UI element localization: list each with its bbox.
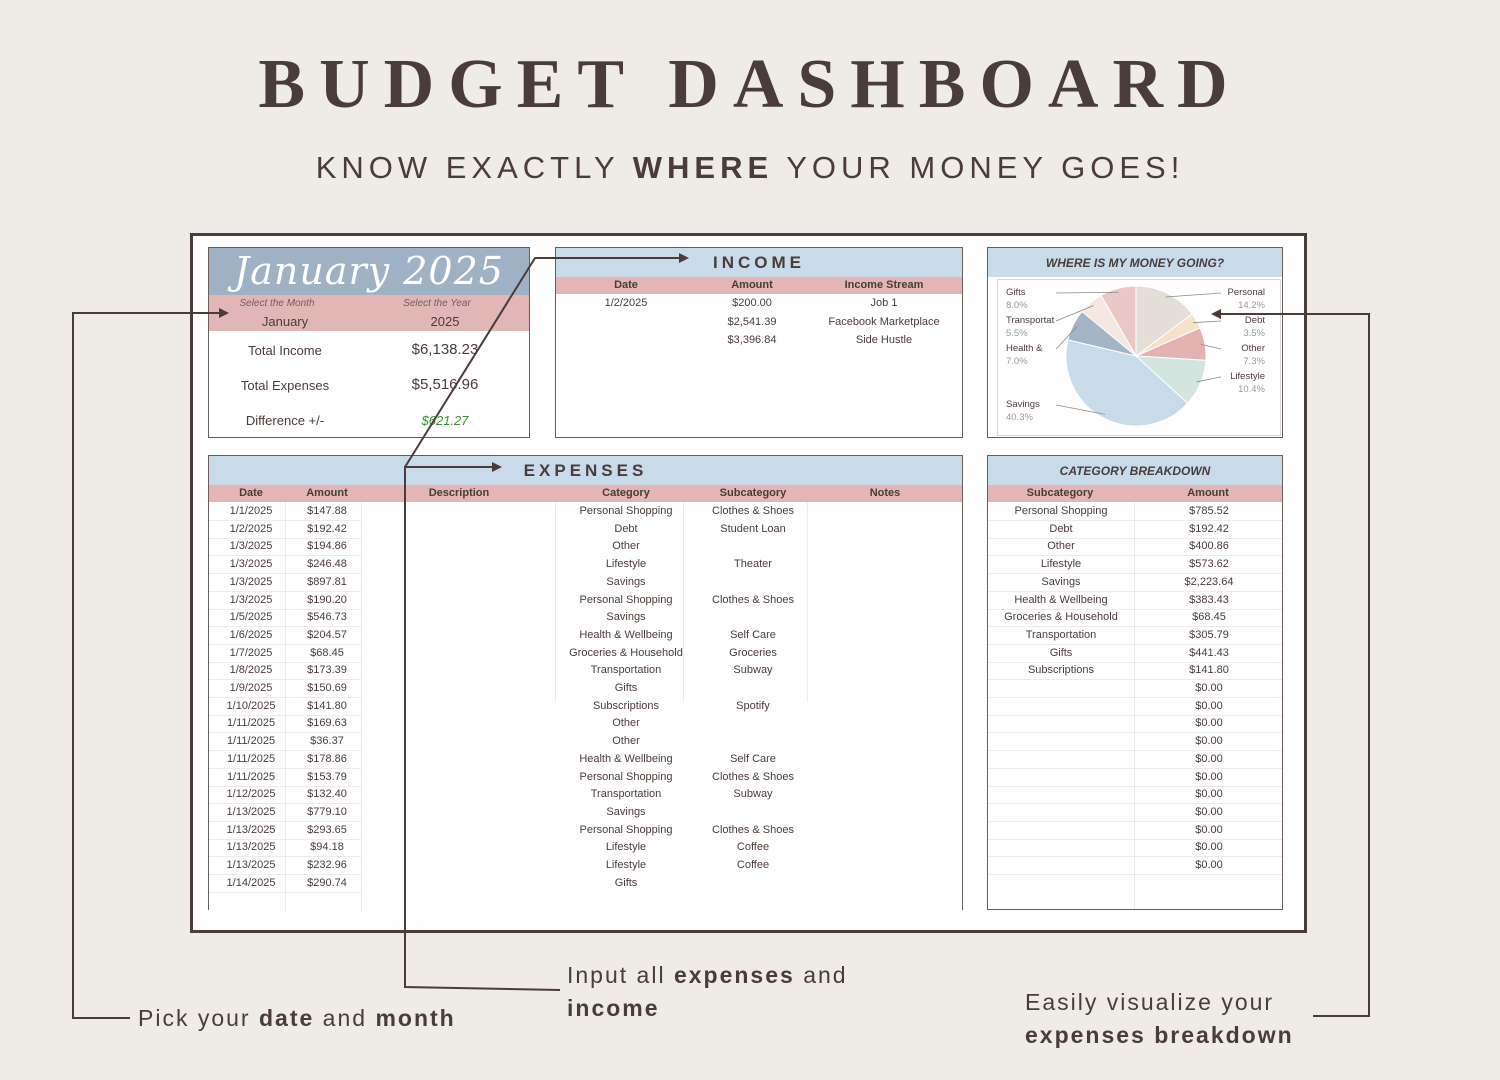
breakdown-amount-cell: $0.00 (1195, 805, 1223, 818)
breakdown-col-amount: Amount (1187, 487, 1229, 499)
expense-date-cell[interactable]: 1/14/2025 (226, 876, 276, 889)
expense-date-cell[interactable]: 1/2/2025 (229, 522, 273, 535)
expense-subcategory-cell[interactable]: Self Care (730, 752, 776, 765)
expense-category-cell[interactable]: Personal Shopping (579, 593, 673, 606)
pie-percent-label: 7.0% (1006, 356, 1028, 367)
expenses-col-notes: Notes (869, 487, 901, 499)
expense-date-cell[interactable]: 1/3/2025 (229, 558, 273, 571)
breakdown-amount-cell: $400.86 (1189, 540, 1229, 553)
pie-percent-label: 10.4% (1238, 384, 1265, 395)
year-dropdown[interactable]: 2025 (430, 314, 460, 329)
income-title: INCOME (713, 253, 805, 272)
month-banner: January 2025 (234, 249, 504, 293)
breakdown-subcategory-cell: Groceries & Household (1004, 611, 1118, 624)
expense-subcategory-cell[interactable]: Subway (733, 788, 773, 801)
pie-label: Lifestyle (1230, 371, 1265, 382)
expense-date-cell[interactable]: 1/1/2025 (229, 505, 273, 517)
difference-label: Difference +/- (245, 413, 325, 428)
income-col-amount: Amount (731, 279, 773, 291)
expense-subcategory-cell[interactable]: Groceries (729, 646, 777, 659)
breakdown-amount-cell: $0.00 (1195, 699, 1223, 712)
breakdown-amount-cell: $0.00 (1195, 735, 1223, 748)
expense-subcategory-cell[interactable]: Coffee (736, 859, 770, 871)
expense-date-cell[interactable]: 1/6/2025 (229, 628, 273, 641)
expense-date-cell[interactable]: 1/11/2025 (226, 735, 276, 748)
expense-category-cell[interactable]: Other (612, 540, 640, 553)
expense-amount-cell[interactable]: $293.65 (307, 823, 347, 836)
connector-center-expenses (405, 467, 560, 990)
expenses-col-category: Category (602, 487, 650, 499)
expense-amount-cell[interactable]: $246.48 (307, 558, 347, 571)
expense-category-cell[interactable]: Gifts (614, 876, 638, 889)
pie-label: Debt (1244, 315, 1265, 326)
pie-label: Personal (1227, 287, 1265, 298)
expense-date-cell[interactable]: 1/3/2025 (229, 540, 273, 553)
expense-category-cell[interactable]: Health & Wellbeing (579, 628, 673, 641)
expense-date-cell[interactable]: 1/3/2025 (229, 593, 273, 606)
expense-amount-cell[interactable]: $194.86 (307, 540, 347, 553)
expense-date-cell[interactable]: 1/13/2025 (226, 841, 276, 854)
expense-amount-cell[interactable]: $192.42 (307, 522, 347, 535)
expense-category-cell[interactable]: Lifestyle (605, 558, 647, 571)
breakdown-amount-cell: $0.00 (1195, 841, 1223, 854)
expense-amount-cell[interactable]: $68.45 (310, 646, 344, 659)
expense-category-cell[interactable]: Other (612, 735, 640, 748)
income-amount-cell[interactable]: $200.00 (732, 297, 772, 309)
total-income-value: $6,138.23 (411, 341, 479, 358)
breakdown-amount-cell: $2,223.64 (1184, 575, 1234, 588)
income-stream-cell[interactable]: Facebook Marketplace (828, 315, 940, 328)
expenses-col-subcategory: Subcategory (719, 487, 787, 499)
breakdown-subcategory-cell: Savings (1041, 575, 1081, 588)
expense-amount-cell[interactable]: $153.79 (307, 770, 347, 783)
expense-subcategory-cell[interactable]: Theater (734, 558, 772, 571)
expense-date-cell[interactable]: 1/11/2025 (226, 752, 276, 765)
expense-subcategory-cell[interactable]: Subway (733, 664, 773, 677)
page-subtitle: KNOW EXACTLY WHERE YOUR MONEY GOES! (315, 150, 1185, 185)
income-col-date: Date (614, 279, 638, 291)
connector-center-income (405, 258, 687, 467)
breakdown-title: CATEGORY BREAKDOWN (1059, 464, 1211, 478)
expense-category-cell[interactable]: Transportation (590, 664, 662, 677)
breakdown-amount-cell: $192.42 (1189, 522, 1229, 535)
breakdown-subcategory-cell: Health & Wellbeing (1014, 593, 1108, 606)
expense-subcategory-cell[interactable]: Coffee (736, 841, 770, 854)
expense-date-cell[interactable]: 1/13/2025 (226, 805, 276, 818)
expense-date-cell[interactable]: 1/13/2025 (226, 823, 276, 836)
breakdown-amount-cell: $0.00 (1195, 823, 1223, 836)
income-amount-cell[interactable]: $3,396.84 (727, 334, 777, 346)
pie-percent-label: 3.5% (1243, 328, 1265, 339)
expense-category-cell[interactable]: Subscriptions (592, 699, 660, 712)
total-income-label: Total Income (248, 343, 322, 358)
income-col-stream: Income Stream (844, 279, 924, 291)
expense-amount-cell[interactable]: $779.10 (307, 805, 347, 818)
income-stream-cell[interactable]: Job 1 (870, 297, 898, 309)
breakdown-subcategory-cell: Transportation (1025, 628, 1097, 641)
expense-amount-cell[interactable]: $169.63 (307, 717, 347, 730)
total-expenses-value: $5,516.96 (411, 376, 479, 393)
breakdown-subcategory-cell: Personal Shopping (1014, 505, 1108, 517)
pie-label: Transportat (1006, 315, 1055, 326)
breakdown-subcategory-cell: Gifts (1049, 646, 1073, 659)
expense-date-cell[interactable]: 1/11/2025 (226, 717, 276, 730)
expense-subcategory-cell[interactable]: Clothes & Shoes (712, 505, 794, 517)
pie-label: Other (1241, 343, 1265, 354)
expense-date-cell[interactable]: 1/11/2025 (226, 770, 276, 783)
expense-date-cell[interactable]: 1/5/2025 (229, 611, 273, 624)
expense-amount-cell[interactable]: $94.18 (310, 841, 344, 854)
expense-subcategory-cell[interactable]: Clothes & Shoes (712, 770, 794, 783)
expense-category-cell[interactable]: Gifts (614, 682, 638, 694)
breakdown-amount-cell: $573.62 (1189, 558, 1229, 571)
chart-title: WHERE IS MY MONEY GOING? (1045, 256, 1225, 270)
expense-category-cell[interactable]: Lifestyle (605, 841, 647, 854)
expense-amount-cell[interactable]: $132.40 (307, 788, 347, 801)
breakdown-subcategory-cell: Lifestyle (1040, 558, 1082, 571)
expense-date-cell[interactable]: 1/7/2025 (229, 646, 273, 659)
expenses-col-date: Date (239, 487, 263, 499)
expense-subcategory-cell[interactable]: Clothes & Shoes (712, 593, 794, 606)
pie-label: Savings (1006, 399, 1040, 410)
expense-category-cell[interactable]: Transportation (590, 788, 662, 801)
breakdown-col-subcategory: Subcategory (1026, 487, 1094, 499)
pie-percent-label: 14.2% (1238, 300, 1265, 311)
breakdown-amount-cell: $0.00 (1195, 682, 1223, 694)
expense-subcategory-cell[interactable]: Student Loan (720, 522, 786, 535)
expense-category-cell[interactable]: Personal Shopping (579, 823, 673, 836)
pie-label: Gifts (1006, 287, 1026, 298)
expense-date-cell[interactable]: 1/13/2025 (226, 859, 276, 871)
breakdown-amount-cell: $305.79 (1189, 628, 1229, 641)
expense-amount-cell[interactable]: $290.74 (307, 876, 347, 889)
expense-category-cell[interactable]: Other (612, 717, 640, 730)
breakdown-amount-cell: $141.80 (1189, 664, 1229, 677)
expense-amount-cell[interactable]: $232.96 (307, 859, 347, 871)
expense-category-cell[interactable]: Debt (614, 522, 638, 535)
expense-category-cell[interactable]: Savings (606, 805, 646, 818)
breakdown-amount-cell: $441.43 (1189, 646, 1229, 659)
pie-percent-label: 7.3% (1243, 356, 1265, 367)
expense-date-cell[interactable]: 1/9/2025 (229, 682, 273, 694)
year-select-label: Select the Year (403, 298, 471, 309)
expense-amount-cell[interactable]: $546.73 (307, 611, 347, 624)
breakdown-amount-cell: $0.00 (1195, 770, 1223, 783)
expense-category-cell[interactable]: Groceries & Household (569, 646, 683, 659)
expense-amount-cell[interactable]: $36.37 (310, 735, 344, 748)
pie-percent-label: 40.3% (1006, 412, 1033, 423)
annotation-visualize: Easily visualize your expenses breakdown (1025, 989, 1294, 1048)
pie-percent-label: 5.5% (1006, 328, 1028, 339)
expense-amount-cell[interactable]: $190.20 (307, 593, 347, 606)
expense-subcategory-cell[interactable]: Self Care (730, 628, 776, 641)
expense-amount-cell[interactable]: $173.39 (307, 664, 347, 677)
expense-category-cell[interactable]: Lifestyle (605, 859, 647, 871)
expense-category-cell[interactable]: Savings (606, 611, 646, 624)
expense-date-cell[interactable]: 1/10/2025 (226, 699, 276, 712)
expense-amount-cell[interactable]: $897.81 (307, 575, 347, 588)
pie-percent-label: 8.0% (1006, 300, 1028, 311)
expense-category-cell[interactable]: Savings (606, 575, 646, 588)
expenses-col-amount: Amount (306, 487, 348, 499)
expense-subcategory-cell[interactable]: Spotify (736, 699, 770, 712)
total-expenses-label: Total Expenses (240, 378, 330, 393)
expense-category-cell[interactable]: Personal Shopping (579, 770, 673, 783)
expense-date-cell[interactable]: 1/12/2025 (226, 788, 276, 801)
breakdown-subcategory-cell: Other (1047, 540, 1075, 553)
breakdown-amount-cell: $0.00 (1195, 752, 1223, 765)
expense-amount-cell[interactable]: $178.86 (307, 752, 347, 765)
breakdown-amount-cell: $68.45 (1192, 611, 1226, 624)
annotation-input: Input all expenses and income (567, 962, 848, 1021)
expenses-col-description: Description (428, 487, 490, 499)
breakdown-amount-cell: $0.00 (1195, 717, 1223, 730)
breakdown-amount-cell: $785.52 (1189, 505, 1229, 517)
breakdown-subcategory-cell: Subscriptions (1027, 664, 1095, 677)
annotation-pick-date: Pick your date and month (138, 1005, 456, 1031)
breakdown-subcategory-cell: Debt (1049, 522, 1073, 535)
income-amount-cell[interactable]: $2,541.39 (727, 315, 777, 328)
expense-date-cell[interactable]: 1/8/2025 (229, 664, 273, 677)
page-title: BUDGET DASHBOARD (258, 46, 1242, 123)
breakdown-amount-cell: $383.43 (1189, 593, 1229, 606)
expense-amount-cell[interactable]: $204.57 (307, 628, 347, 641)
expense-amount-cell[interactable]: $150.69 (307, 682, 347, 694)
income-stream-cell[interactable]: Side Hustle (855, 334, 913, 346)
expense-subcategory-cell[interactable]: Clothes & Shoes (712, 823, 794, 836)
expense-date-cell[interactable]: 1/3/2025 (229, 575, 273, 588)
expense-amount-cell[interactable]: $141.80 (307, 699, 347, 712)
expense-category-cell[interactable]: Health & Wellbeing (579, 752, 673, 765)
expense-category-cell[interactable]: Personal Shopping (579, 505, 673, 517)
expense-amount-cell[interactable]: $147.88 (307, 505, 347, 517)
breakdown-amount-cell: $0.00 (1195, 788, 1223, 801)
month-select-label: Select the Month (239, 298, 315, 309)
difference-value: $621.27 (421, 413, 469, 428)
expenses-title: EXPENSES (523, 461, 648, 480)
month-dropdown[interactable]: January (261, 314, 309, 329)
breakdown-amount-cell: $0.00 (1195, 859, 1223, 871)
connector-left (73, 313, 227, 1018)
connector-right (1213, 314, 1369, 1016)
income-date-cell[interactable]: 1/2/2025 (604, 297, 648, 309)
pie-label: Health & (1006, 343, 1043, 354)
